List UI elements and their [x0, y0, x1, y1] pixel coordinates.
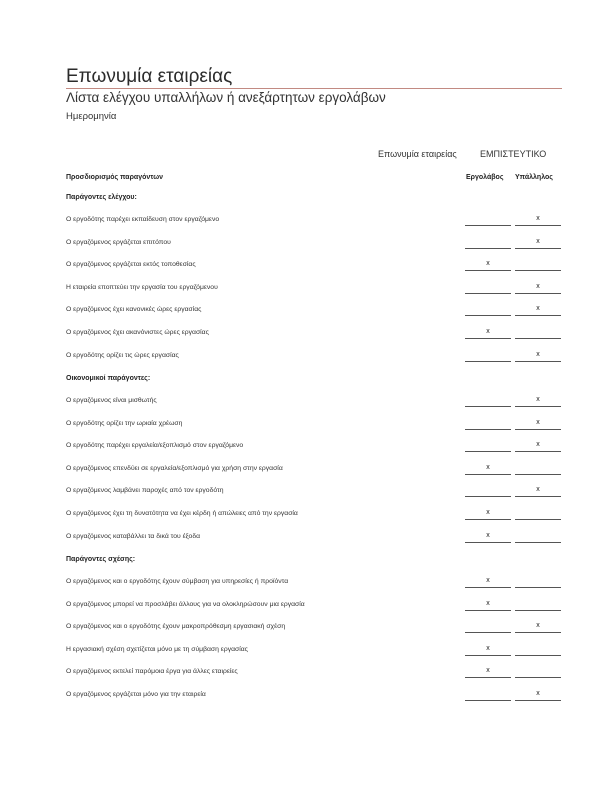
- checklist-item: Ο εργαζόμενος εκτελεί παρόμοια έργα για άλλες εταιρείες: [66, 668, 238, 676]
- section-heading: Παράγοντες ελέγχου:: [66, 194, 137, 201]
- contractor-answer-line[interactable]: [465, 451, 511, 452]
- employee-answer-line[interactable]: [515, 519, 561, 520]
- employee-answer-line[interactable]: [515, 270, 561, 271]
- checklist-item: Ο εργοδότης ορίζει την ωριαία χρέωση: [66, 419, 183, 427]
- checklist-item: Ο εργαζόμενος έχει κανονικές ώρες εργασίας: [66, 306, 202, 314]
- checklist-item: Ο εργαζόμενος και ο εργοδότης έχουν μακροπρόθεσμη εργασιακή σχέση: [66, 623, 286, 631]
- employee-mark: x: [536, 215, 540, 222]
- employee-mark: x: [536, 441, 540, 449]
- employee-answer-line[interactable]: [515, 361, 561, 362]
- employee-answer-line[interactable]: [515, 315, 561, 316]
- checklist-item: Ο εργαζόμενος λαμβάνει παροχές από τον εργοδότη: [66, 487, 224, 495]
- contractor-answer-line[interactable]: [465, 270, 511, 271]
- employee-answer-line[interactable]: [515, 677, 561, 678]
- contractor-answer-line[interactable]: [465, 315, 511, 316]
- contractor-mark: x: [486, 260, 490, 268]
- checklist-item: Ο εργαζόμενος εργάζεται επιτόπου: [66, 238, 171, 246]
- contractor-answer-line[interactable]: [465, 225, 511, 226]
- contractor-answer-line[interactable]: [465, 406, 511, 407]
- employee-mark: x: [536, 418, 540, 426]
- confidential-label: ΕΜΠΙΣΤΕΥΤΙΚΟ: [480, 149, 547, 159]
- checklist-item: Ο εργαζόμενος έχει τη δυνατότητα να έχει κέρδη ή απώλειες από την εργασία: [66, 510, 298, 517]
- column-header-employee: Υπάλληλος: [515, 174, 553, 181]
- contractor-answer-line[interactable]: [465, 496, 511, 497]
- checklist-item: Ο εργοδότης παρέχει εργαλεία/εξοπλισμό στον εργαζόμενο: [66, 442, 244, 450]
- checklist-item: Ο εργαζόμενος επενδύει σε εργαλεία/εξοπλισμό για χρήση στην εργασία: [66, 464, 283, 472]
- contractor-mark: x: [486, 599, 490, 607]
- contractor-answer-line[interactable]: [465, 293, 511, 294]
- checklist-item: Ο εργαζόμενος μπορεί να προσλάβει άλλους για να ολοκληρώσουν μια εργασία: [66, 600, 305, 608]
- contractor-answer-line[interactable]: [465, 429, 511, 430]
- column-header-factors: Προσδιορισμός παραγόντων: [66, 174, 164, 181]
- contractor-mark: x: [486, 328, 490, 335]
- checklist-item: Ο εργαζόμενος εργάζεται εκτός τοποθεσίας: [66, 261, 196, 269]
- contractor-mark: x: [486, 463, 490, 471]
- checklist-item: Ο εργαζόμενος καταβάλλει τα δικά του έξοδα: [66, 532, 201, 540]
- company-title: Επωνυμία εταιρείας: [66, 66, 233, 87]
- employee-answer-line[interactable]: [515, 225, 561, 226]
- employee-mark: x: [536, 622, 540, 630]
- employee-answer-line[interactable]: [515, 406, 561, 407]
- contractor-answer-line[interactable]: [465, 248, 511, 249]
- employee-answer-line[interactable]: [515, 610, 561, 611]
- employee-answer-line[interactable]: [515, 338, 561, 339]
- document-subtitle: Λίστα ελέγχου υπαλλήλων ή ανεξάρτητων εργολάβων: [66, 90, 386, 105]
- employee-answer-line[interactable]: [515, 496, 561, 497]
- contractor-answer-line[interactable]: [465, 361, 511, 362]
- checklist-item: Ο εργαζόμενος και ο εργοδότης έχουν σύμβαση για υπηρεσίες ή προϊόντα: [66, 578, 289, 585]
- contractor-answer-line[interactable]: [465, 338, 511, 339]
- employee-answer-line[interactable]: [515, 451, 561, 452]
- employee-answer-line[interactable]: [515, 700, 561, 701]
- contractor-mark: x: [486, 531, 490, 539]
- employee-answer-line[interactable]: [515, 293, 561, 294]
- section-heading: Οικονομικοί παράγοντες:: [66, 375, 151, 382]
- date-label: Ημερομηνία: [66, 111, 117, 122]
- contractor-mark: x: [486, 509, 490, 516]
- column-header-contractor: Εργολάβος: [466, 174, 504, 181]
- company-name-label: Επωνυμία εταιρείας: [378, 149, 457, 159]
- checklist-item: Ο εργαζόμενος εργάζεται μόνο για την εταιρεία: [66, 691, 206, 698]
- contractor-answer-line[interactable]: [465, 700, 511, 701]
- contractor-answer-line[interactable]: [465, 587, 511, 588]
- employee-mark: x: [536, 282, 540, 290]
- contractor-answer-line[interactable]: [465, 610, 511, 611]
- contractor-answer-line[interactable]: [465, 655, 511, 656]
- checklist-item: Η εργασιακή σχέση σχετίζεται μόνο με τη σύμβαση εργασίας: [66, 645, 248, 653]
- employee-mark: x: [536, 690, 540, 697]
- checklist-item: Η εταιρεία εποπτεύει την εργασία του εργαζόμενου: [66, 283, 218, 291]
- contractor-mark: x: [486, 577, 490, 584]
- employee-mark: x: [536, 305, 540, 313]
- contractor-answer-line[interactable]: [465, 474, 511, 475]
- checklist-item: Ο εργοδότης ορίζει τις ώρες εργασίας: [66, 351, 179, 359]
- employee-mark: x: [536, 237, 540, 245]
- contractor-mark: x: [486, 667, 490, 675]
- employee-answer-line[interactable]: [515, 655, 561, 656]
- contractor-mark: x: [486, 644, 490, 652]
- contractor-answer-line[interactable]: [465, 677, 511, 678]
- title-divider: [66, 88, 562, 89]
- employee-mark: x: [536, 396, 540, 403]
- employee-mark: x: [536, 350, 540, 358]
- contractor-answer-line[interactable]: [465, 519, 511, 520]
- employee-answer-line[interactable]: [515, 542, 561, 543]
- employee-answer-line[interactable]: [515, 632, 561, 633]
- employee-mark: x: [536, 486, 540, 494]
- checklist-item: Ο εργαζόμενος είναι μισθωτής: [66, 397, 157, 404]
- contractor-answer-line[interactable]: [465, 632, 511, 633]
- contractor-answer-line[interactable]: [465, 542, 511, 543]
- checklist-item: Ο εργοδότης παρέχει εκπαίδευση στον εργαζόμενο: [66, 216, 220, 223]
- checklist-item: Ο εργαζόμενος έχει ακανόνιστες ώρες εργασίας: [66, 329, 209, 336]
- employee-answer-line[interactable]: [515, 474, 561, 475]
- employee-answer-line[interactable]: [515, 587, 561, 588]
- employee-answer-line[interactable]: [515, 248, 561, 249]
- employee-answer-line[interactable]: [515, 429, 561, 430]
- section-heading: Παράγοντες σχέσης:: [66, 556, 136, 563]
